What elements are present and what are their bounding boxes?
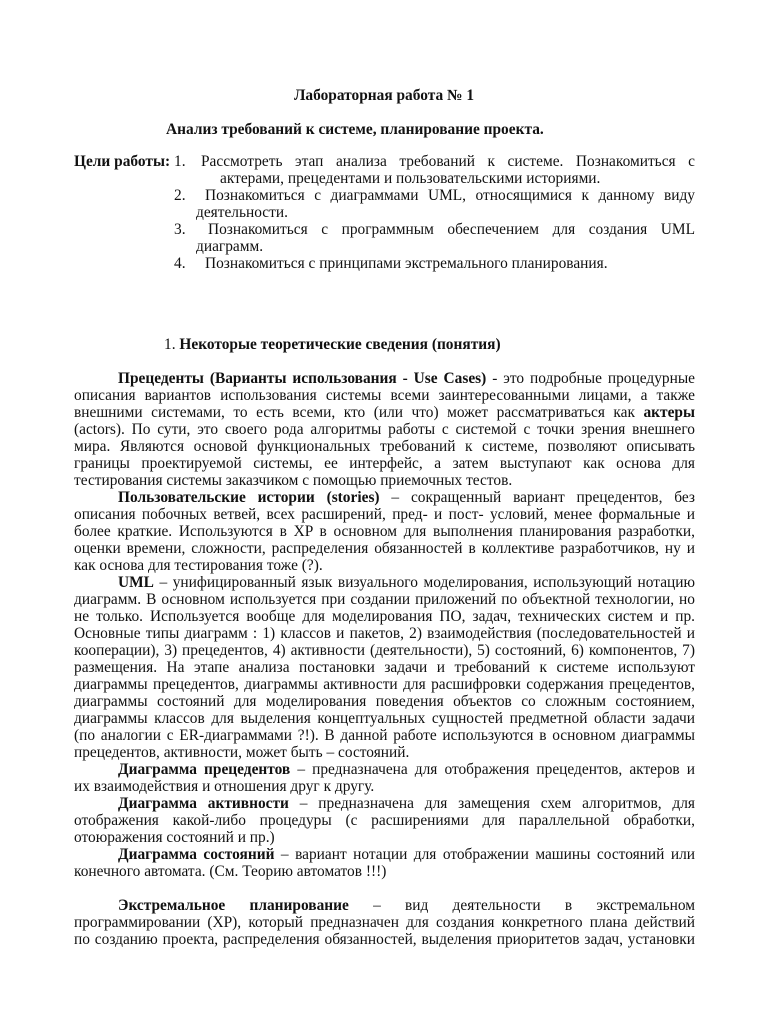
document-subtitle: Анализ требований к системе, планирование проекта. (166, 121, 544, 138)
paragraph-line (74, 404, 695, 421)
paragraph-text: – вид деятельности в экстремальном (348, 897, 695, 914)
paragraph-line: отоюражения состояний и пр.) (74, 829, 275, 846)
paragraph-line: программировании (XP), который предназначен для создания конкретного плана действий (74, 914, 695, 931)
paragraph-line: размещения. На этапе анализа постановки задачи и требований к системе используют (74, 659, 695, 676)
paragraph-text: внешними системами, то есть всеми, кто (или что) может рассматриваться как (74, 404, 644, 421)
paragraph-line: более краткие. Используются в XP в основном для выполнения планирования разработки, (74, 523, 695, 540)
paragraph-line: (по аналогии с ER-диаграммами ?!). В данной работе используются в основном диаграммы (74, 727, 695, 744)
paragraph-line: оценки времени, сложности, распределения обязанностей в коллективе разработчиков, ну и (74, 540, 695, 557)
term-actors: актеры (643, 404, 695, 421)
paragraph-line: отображения какой-либо процедуры (с расширениями для параллельной обработки, (74, 812, 695, 829)
term-use-case-diagram: Диаграмма прецедентов (118, 761, 291, 778)
paragraph-line: (actors). По сути, это своего рода алгоритмы работы с системой с точки зрения внешнего (74, 421, 695, 438)
paragraph-line: Основные типы диаграмм : 1) классов и пакетов, 2) взаимодействия (последовательностей и (74, 625, 695, 642)
paragraph-text: – предназначена для замещения схем алгоритмов, для (288, 795, 695, 812)
section-title: Некоторые теоретические сведения (понятия) (179, 336, 501, 353)
goal-number: 2. (174, 187, 186, 204)
document-title: Лабораторная работа № 1 (293, 87, 475, 104)
goal-number: 3. (174, 221, 186, 238)
paragraph-line: их взаимодействия и отношения друг к другу. (74, 778, 375, 795)
paragraph-line: тестирования системы заказчиком с помощью приемочных тестов. (74, 472, 513, 489)
goal-text: диаграмм. (196, 238, 264, 255)
paragraph-line: описания вариантов использования системы всеми заинтересованными лицами, а также (74, 387, 695, 404)
paragraph-line: как основа для тестирования тоже (?). (74, 557, 323, 574)
paragraph-line: кооперации), 3) прецедентов, 4) активности (деятельности), 5) состояний, 6) компонентов, 7) (74, 642, 695, 659)
goal-text: деятельности. (196, 204, 288, 221)
paragraph-text: - это подробные процедурные (486, 370, 695, 387)
goal-text: актерами, прецедентами и пользовательскими историями. (220, 170, 601, 187)
paragraph-line: мира. Являются основой функциональных требований к системе, позволяют описывать (74, 438, 695, 455)
goals-label: Цели работы: (74, 153, 171, 170)
goal-number: 4. (174, 255, 186, 272)
paragraph-line: описания побочных ветвей, всех расширений, пред- и пост- условий, менее формальные и (74, 506, 695, 523)
paragraph-extreme-planning (118, 897, 695, 914)
term-use-cases: Прецеденты (Варианты использования - Use Cases) (118, 370, 487, 387)
paragraph-line: по созданию проекта, распределения обязанностей, выделения приоритетов задач, установки (74, 931, 695, 948)
paragraph-line: конечного автомата. (См. Теорию автоматов !!!) (74, 863, 387, 880)
paragraph-line: диаграмм. В основном используется при создании приложений по объектной технологии, но (74, 591, 695, 608)
goal-text: Познакомиться с диаграммами UML, относящимися к данному виду (205, 187, 695, 204)
term-activity-diagram: Диаграмма активности (118, 795, 289, 812)
paragraph-use-case-diagram (118, 761, 695, 778)
section-heading (164, 336, 501, 353)
paragraph-activity-diagram (118, 795, 695, 812)
paragraph-state-diagram (118, 846, 695, 863)
goal-text: Познакомиться с программным обеспечением для создания UML (208, 221, 695, 238)
paragraph-text: – сокращенный вариант прецедентов, без (379, 489, 695, 506)
paragraph-uml (118, 574, 695, 591)
paragraph-line: диаграммы классов для выделения концептуальных сущностей предметной области задачи (74, 710, 695, 727)
paragraph-text: – вариант нотации для отображении машины состояний или (274, 846, 695, 863)
paragraph-line: диаграммы состояний для моделирования поведения объектов со сложным состоянием, (74, 693, 695, 710)
term-uml: UML (118, 574, 154, 591)
goal-text: Познакомиться с принципами экстремального планирования. (205, 255, 608, 272)
paragraph-stories (118, 489, 695, 506)
section-number: 1. (164, 336, 176, 353)
paragraph-line: границы проектируемой системы, ее интерфейс, а затем выступают как основа для (74, 455, 695, 472)
paragraph-text: – предназначена для отображения прецедентов, актеров и (290, 761, 695, 778)
goal-text: Рассмотреть этап анализа требований к системе. Познакомиться с (201, 153, 695, 170)
term-extreme-planning: Экстремальное планирование (118, 897, 349, 914)
paragraph-line: не только. Используется вообще для моделирования ПО, задач, технических систем и пр. (74, 608, 695, 625)
term-stories: Пользовательские истории (stories) (118, 489, 380, 506)
term-state-diagram: Диаграмма состояний (118, 846, 275, 863)
paragraph-line: диаграммы прецедентов, диаграммы активности для расшифровки содержания прецедентов, (74, 676, 695, 693)
paragraph-use-cases (118, 370, 695, 387)
paragraph-line: прецедентов, активности, может быть – состояний. (74, 744, 410, 761)
paragraph-text: – унифицированный язык визуального моделирования, использующий нотацию (153, 574, 695, 591)
goal-number: 1. (174, 153, 186, 170)
